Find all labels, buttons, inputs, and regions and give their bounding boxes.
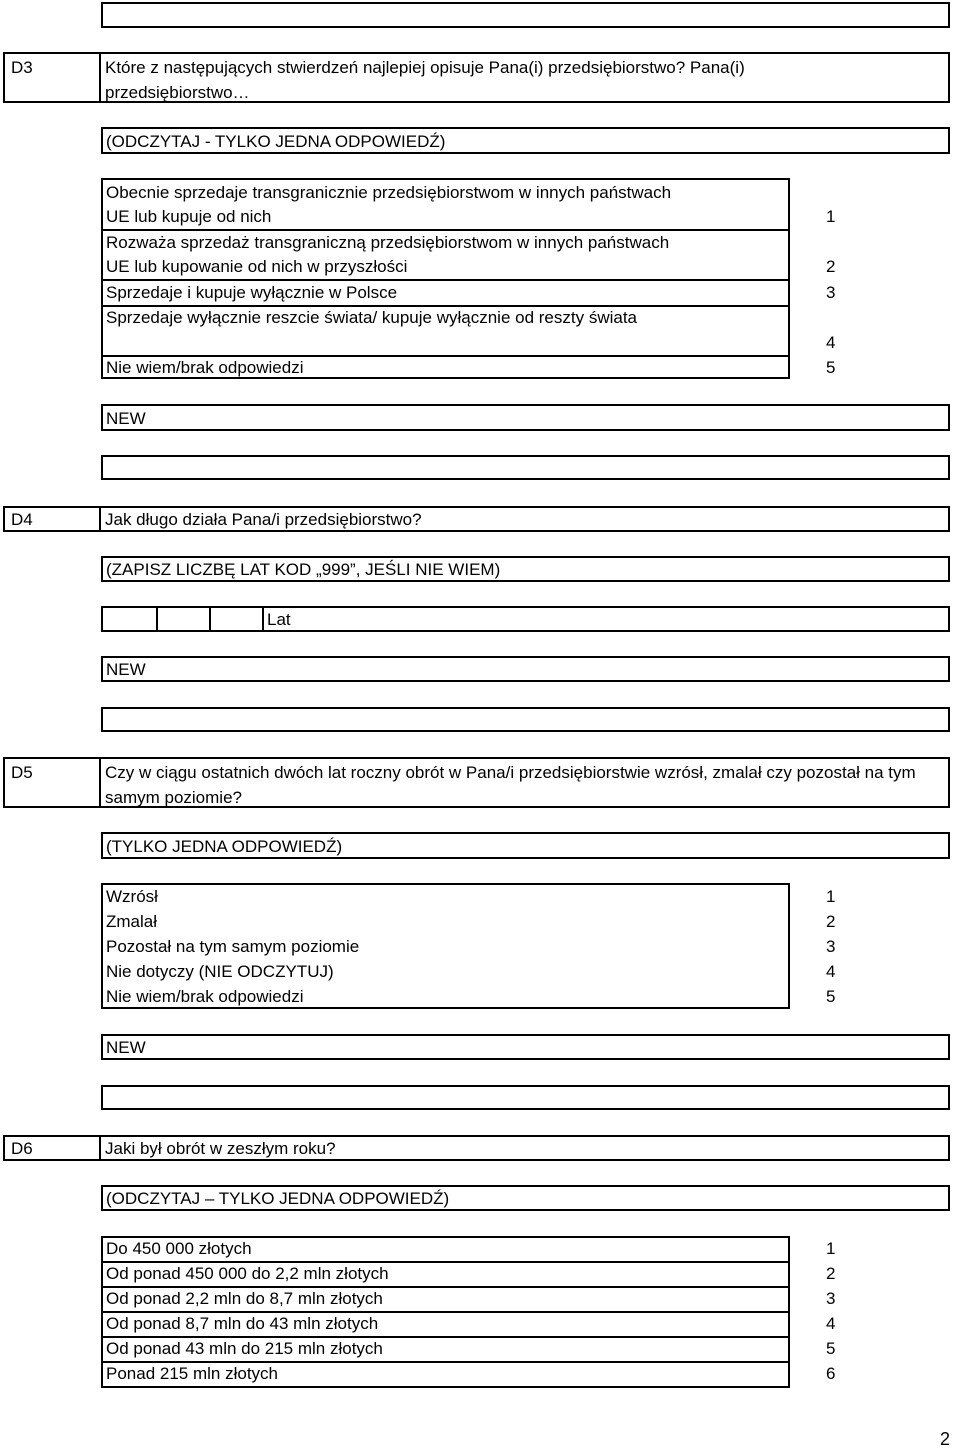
d3-option-5[interactable]: Nie wiem/brak odpowiedzi	[106, 358, 304, 377]
d3-option-2-line2[interactable]: UE lub kupowanie od nich w przyszłości	[106, 257, 408, 276]
d4-question-box	[3, 506, 950, 532]
d4-years-box	[101, 606, 950, 632]
d5-instruction: (TYLKO JEDNA ODPOWIEDŹ)	[106, 837, 343, 856]
d3-option-2-code: 2	[826, 257, 836, 276]
d3-divider	[99, 54, 101, 101]
d5-question-text: Czy w ciągu ostatnich dwóch lat roczny obrót w Pana/i przedsiębiorstwie wzrósł, zmalał czy pozostał na tym samym poziomie?	[105, 763, 916, 807]
page-number: 2	[940, 1429, 951, 1449]
d6-option-2[interactable]: Od ponad 450 000 do 2,2 mln złotych	[106, 1264, 389, 1283]
d6-option-4-code: 4	[826, 1314, 836, 1333]
d3-code: D3	[11, 58, 33, 77]
d3-new-field[interactable]	[101, 455, 950, 480]
d6-option-3[interactable]: Od ponad 2,2 mln do 8,7 mln złotych	[106, 1289, 383, 1308]
d6-question-box	[3, 1135, 950, 1161]
d4-unit-label: Lat	[267, 610, 291, 629]
top-empty-field[interactable]	[101, 2, 950, 28]
d6-option-6-code: 6	[826, 1364, 836, 1383]
d4-question-text: Jak długo działa Pana/i przedsiębiorstwo?	[105, 510, 422, 529]
d3-instruction: (ODCZYTAJ - TYLKO JEDNA ODPOWIEDŹ)	[106, 132, 446, 151]
d3-option-1-line2[interactable]: UE lub kupuje od nich	[106, 207, 272, 226]
d6-code: D6	[11, 1139, 33, 1158]
d5-question-box	[3, 757, 950, 808]
d5-new-box	[101, 1034, 950, 1060]
d6-divider	[99, 1137, 101, 1159]
d4-new-field[interactable]	[101, 707, 950, 732]
d3-new-box	[101, 404, 950, 431]
d3-option-3-code: 3	[826, 283, 836, 302]
d4-instruction: (ZAPISZ LICZBĘ LAT KOD „999”, JEŚLI NIE WIEM)	[106, 560, 501, 579]
d5-option-5[interactable]: Nie wiem/brak odpowiedzi	[106, 987, 304, 1006]
d3-option-3[interactable]: Sprzedaje i kupuje wyłącznie w Polsce	[106, 283, 398, 302]
d6-option-2-code: 2	[826, 1264, 836, 1283]
d4-code: D4	[11, 510, 33, 529]
d4-divider	[99, 508, 101, 530]
d5-option-1[interactable]: Wzrósł	[106, 887, 158, 906]
d5-code: D5	[11, 763, 33, 782]
d5-option-3-code: 3	[826, 937, 836, 956]
d5-option-2-code: 2	[826, 912, 836, 931]
d6-instruction-box	[101, 1185, 950, 1211]
d5-option-4-code: 4	[826, 962, 836, 981]
d4-instruction-box	[101, 556, 950, 582]
d5-divider	[99, 759, 101, 806]
d3-question-box	[3, 52, 950, 103]
d4-digit-2[interactable]	[158, 608, 211, 630]
d3-option-2-line1[interactable]: Rozważa sprzedaż transgraniczną przedsiębiorstwom w innych państwach	[106, 233, 670, 252]
d3-option-4-code: 4	[826, 333, 836, 352]
d4-digit-3[interactable]	[211, 608, 264, 630]
d5-option-1-code: 1	[826, 887, 836, 906]
d3-option-5-code: 5	[826, 358, 836, 377]
d6-option-1-code: 1	[826, 1239, 836, 1258]
d3-option-1-code: 1	[826, 207, 836, 226]
d6-instruction: (ODCZYTAJ – TYLKO JEDNA ODPOWIEDŹ)	[106, 1189, 450, 1208]
d5-new-label: NEW	[106, 1038, 146, 1057]
d4-new-box	[101, 656, 950, 682]
d5-option-4[interactable]: Nie dotyczy (NIE ODCZYTUJ)	[106, 962, 334, 981]
d5-option-3[interactable]: Pozostał na tym samym poziomie	[106, 937, 360, 956]
d4-digit-1[interactable]	[103, 608, 158, 630]
d6-option-6[interactable]: Ponad 215 mln złotych	[106, 1364, 278, 1383]
d6-option-5[interactable]: Od ponad 43 mln do 215 mln złotych	[106, 1339, 383, 1358]
d6-option-3-code: 3	[826, 1289, 836, 1308]
d3-option-4[interactable]: Sprzedaje wyłącznie reszcie świata/ kupuje wyłącznie od reszty świata	[106, 308, 638, 327]
d4-new-label: NEW	[106, 660, 146, 679]
d3-question-text: Które z następujących stwierdzeń najlepiej opisuje Pana(i) przedsiębiorstwo? Pana(i) przedsiębiorstwo…	[105, 58, 745, 102]
d5-instruction-box	[101, 832, 950, 859]
d6-option-5-code: 5	[826, 1339, 836, 1358]
d5-option-2[interactable]: Zmalał	[106, 912, 158, 931]
d6-option-4[interactable]: Od ponad 8,7 mln do 43 mln złotych	[106, 1314, 379, 1333]
d3-instruction-box	[101, 127, 950, 154]
d3-option-1-line1[interactable]: Obecnie sprzedaje transgranicznie przedsiębiorstwom w innych państwach	[106, 183, 672, 202]
d6-option-1[interactable]: Do 450 000 złotych	[106, 1239, 252, 1258]
d3-new-label: NEW	[106, 409, 146, 428]
d5-new-field[interactable]	[101, 1085, 950, 1110]
d5-option-5-code: 5	[826, 987, 836, 1006]
d6-question-text: Jaki był obrót w zeszłym roku?	[105, 1139, 336, 1158]
